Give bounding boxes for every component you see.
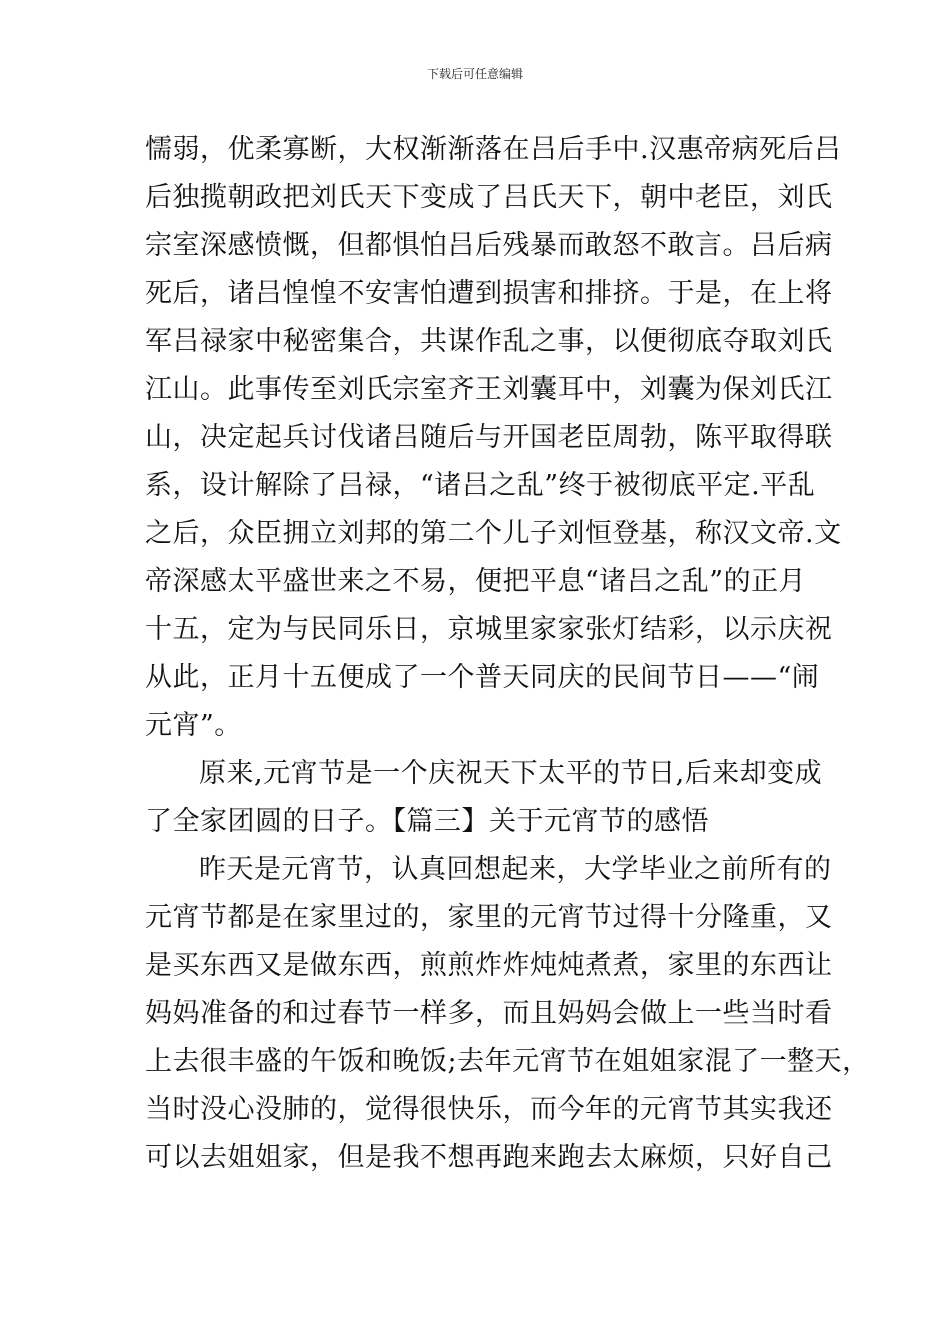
body-text [145,126,870,1182]
text-line: 系，设计解除了吕禄，“诸吕之乱”终于被彻底平定.平乱 [145,470,816,501]
text-line: 元宵节都是在家里过的，家里的元宵节过得十分隆重，又 [145,902,833,933]
text-line: 之后，众臣拥立刘邦的第二个儿子刘恒登基，称汉文帝.文 [145,518,842,549]
text-line: 军吕禄家中秘密集合，共谋作乱之事，以便彻底夺取刘氏 [145,326,833,357]
text-line: 山，决定起兵讨伐诸吕随后与开国老臣周勃，陈平取得联 [145,422,833,453]
text-line: 后独揽朝政把刘氏天下变成了吕氏天下，朝中老臣，刘氏 [145,182,833,213]
text-line: 十五，定为与民同乐日，京城里家家张灯结彩，以示庆祝 [145,614,833,645]
text-line: 从此，正月十五便成了一个普天同庆的民间节日——“闹 [145,662,820,693]
paragraph-start-line: 原来,元宵节是一个庆祝天下太平的节日,后来却变成 [199,758,823,789]
text-line: 妈妈准备的和过春节一样多，而且妈妈会做上一些当时看 [145,998,833,1029]
page-header: 下载后可任意编辑 [426,67,523,81]
text-line: 元宵”。 [145,710,242,741]
text-line: 帝深感太平盛世来之不易，便把平息“诸吕之乱”的正月 [145,566,807,597]
text-line: 江山。此事传至刘氏宗室齐王刘囊耳中，刘囊为保刘氏江 [145,374,833,405]
text-line: 宗室深感愤慨，但都惧怕吕后残暴而敢怒不敢言。吕后病 [145,230,833,261]
text-line: 当时没心没肺的，觉得很快乐，而今年的元宵节其实我还 [145,1094,833,1125]
text-line: 可以去姐姐家，但是我不想再跑来跑去太麻烦，只好自己 [145,1142,833,1173]
paragraph-start-line: 昨天是元宵节，认真回想起来，大学毕业之前所有的 [199,854,832,885]
text-line: 是买东西又是做东西，煎煎炸炸炖炖煮煮，家里的东西让 [145,950,833,981]
text-line: 死后，诸吕惶惶不安害怕遭到损害和排挤。于是，在上将 [145,278,833,309]
text-line: 了全家团圆的日子。【篇三】关于元宵节的感悟 [145,806,709,837]
text-line: 懦弱，优柔寡断，大权渐渐落在吕后手中.汉惠帝病死后吕 [145,134,842,165]
text-line: 上去很丰盛的午饭和晚饭;去年元宵节在姐姐家混了一整天， [145,1046,870,1077]
